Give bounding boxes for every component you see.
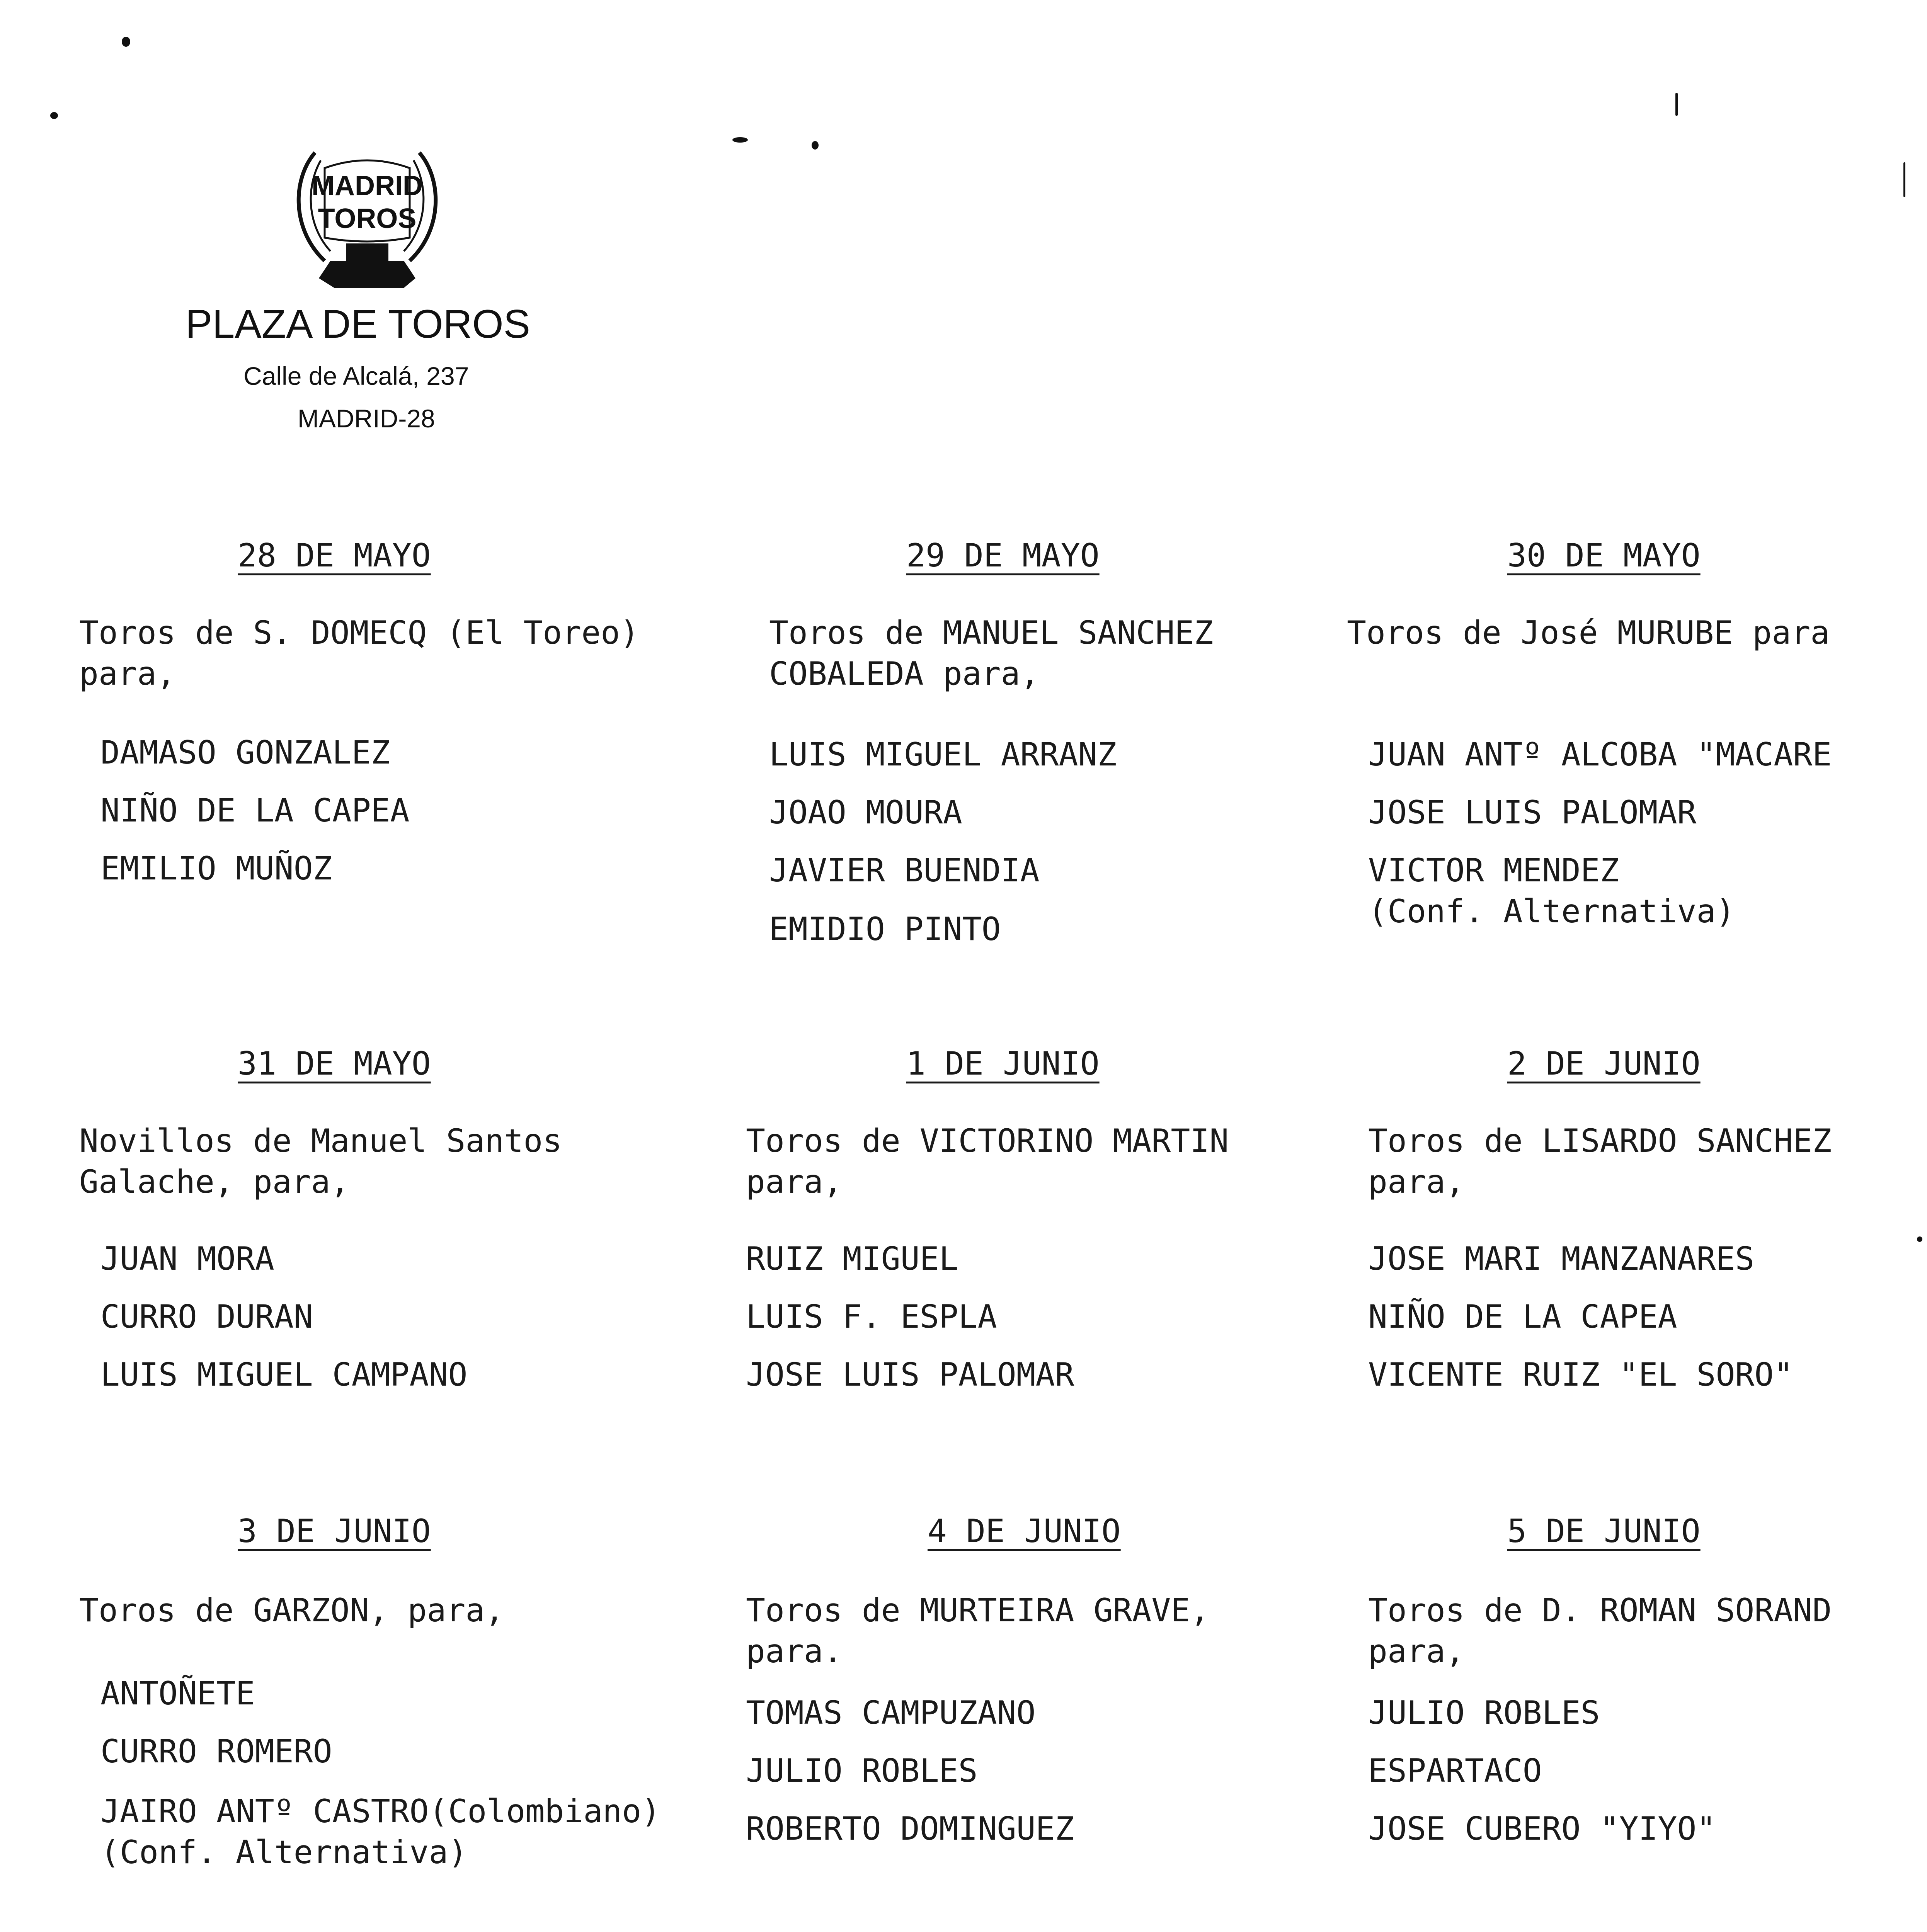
event-intro: Toros de GARZON, para, <box>79 1592 504 1629</box>
matador-name: TOMAS CAMPUZANO <box>746 1694 1036 1731</box>
letterhead-address: Calle de Alcalá, 237 <box>243 362 469 390</box>
matador-name: RUIZ MIGUEL <box>746 1240 958 1277</box>
matador-name: VICTOR MENDEZ (Conf. Alternativa) <box>1368 852 1735 930</box>
matador-name: JOSE CUBERO "YIYO" <box>1368 1810 1716 1847</box>
matador-name: CURRO ROMERO <box>100 1733 332 1770</box>
matador-name: LUIS F. ESPLA <box>746 1298 997 1335</box>
matador-name: JULIO ROBLES <box>1368 1694 1600 1731</box>
matador-name: JOAO MOURA <box>769 794 962 831</box>
matador-name: ANTOÑETE <box>100 1675 255 1712</box>
matador-name: NIÑO DE LA CAPEA <box>100 792 410 829</box>
event-intro: Toros de LISARDO SANCHEZ para, <box>1368 1122 1832 1201</box>
event-intro: Toros de MURTEIRA GRAVE, para. <box>746 1592 1210 1670</box>
letterhead-city: MADRID-28 <box>298 404 435 433</box>
scan-speck <box>732 137 748 143</box>
matador-name: ESPARTACO <box>1368 1752 1542 1789</box>
matador-name: EMIDIO PINTO <box>769 910 1001 948</box>
scan-speck <box>812 141 819 150</box>
event-date: 5 DE JUNIO <box>1507 1512 1701 1550</box>
event-date: 28 DE MAYO <box>238 537 431 574</box>
matador-name: DAMASO GONZALEZ <box>100 734 390 771</box>
matador-name: VICENTE RUIZ "EL SORO" <box>1368 1356 1793 1393</box>
matador-name: JAIRO ANTº CASTRO(Colombiano) (Conf. Alternativa) <box>100 1793 661 1871</box>
event-intro: Toros de D. ROMAN SORAND para, <box>1368 1592 1832 1670</box>
matador-name: JOSE LUIS PALOMAR <box>1368 794 1697 831</box>
matador-name: LUIS MIGUEL CAMPANO <box>100 1356 468 1393</box>
event-intro: Toros de MANUEL SANCHEZ COBALEDA para, <box>769 614 1214 692</box>
logo-text-madrid: MADRID <box>312 170 423 201</box>
scan-speck <box>50 112 58 119</box>
matador-name: EMILIO MUÑOZ <box>100 850 332 887</box>
scan-mark <box>1675 93 1678 116</box>
event-date: 30 DE MAYO <box>1507 537 1701 574</box>
matador-name: NIÑO DE LA CAPEA <box>1368 1298 1677 1335</box>
scan-mark <box>1903 162 1905 197</box>
matador-name: JULIO ROBLES <box>746 1752 978 1789</box>
madrid-toros-logo <box>288 145 446 290</box>
logo-text-toros: TOROS <box>318 203 417 234</box>
event-date: 29 DE MAYO <box>906 537 1100 574</box>
matador-name: JAVIER BUENDIA <box>769 852 1040 889</box>
event-date: 3 DE JUNIO <box>238 1512 431 1550</box>
event-intro: Toros de VICTORINO MARTIN para, <box>746 1122 1229 1201</box>
matador-name: JUAN MORA <box>100 1240 274 1277</box>
matador-name: JOSE MARI MANZANARES <box>1368 1240 1755 1277</box>
matador-name: LUIS MIGUEL ARRANZ <box>769 736 1117 773</box>
matador-name: CURRO DURAN <box>100 1298 313 1335</box>
matador-name: JUAN ANTº ALCOBA "MACARE <box>1368 736 1832 773</box>
matador-name: ROBERTO DOMINGUEZ <box>746 1810 1074 1847</box>
event-intro: Novillos de Manuel Santos Galache, para, <box>79 1122 562 1201</box>
event-date: 31 DE MAYO <box>238 1045 431 1082</box>
event-date: 2 DE JUNIO <box>1507 1045 1701 1082</box>
event-intro: Toros de José MURUBE para <box>1347 614 1830 651</box>
scan-speck <box>1917 1236 1922 1242</box>
letterhead-title: PLAZA DE TOROS <box>186 302 531 347</box>
event-date: 4 DE JUNIO <box>928 1512 1121 1550</box>
event-date: 1 DE JUNIO <box>906 1045 1100 1082</box>
matador-name: JOSE LUIS PALOMAR <box>746 1356 1074 1393</box>
scan-speck <box>122 37 130 47</box>
event-intro: Toros de S. DOMECQ (El Toreo) para, <box>79 614 640 692</box>
